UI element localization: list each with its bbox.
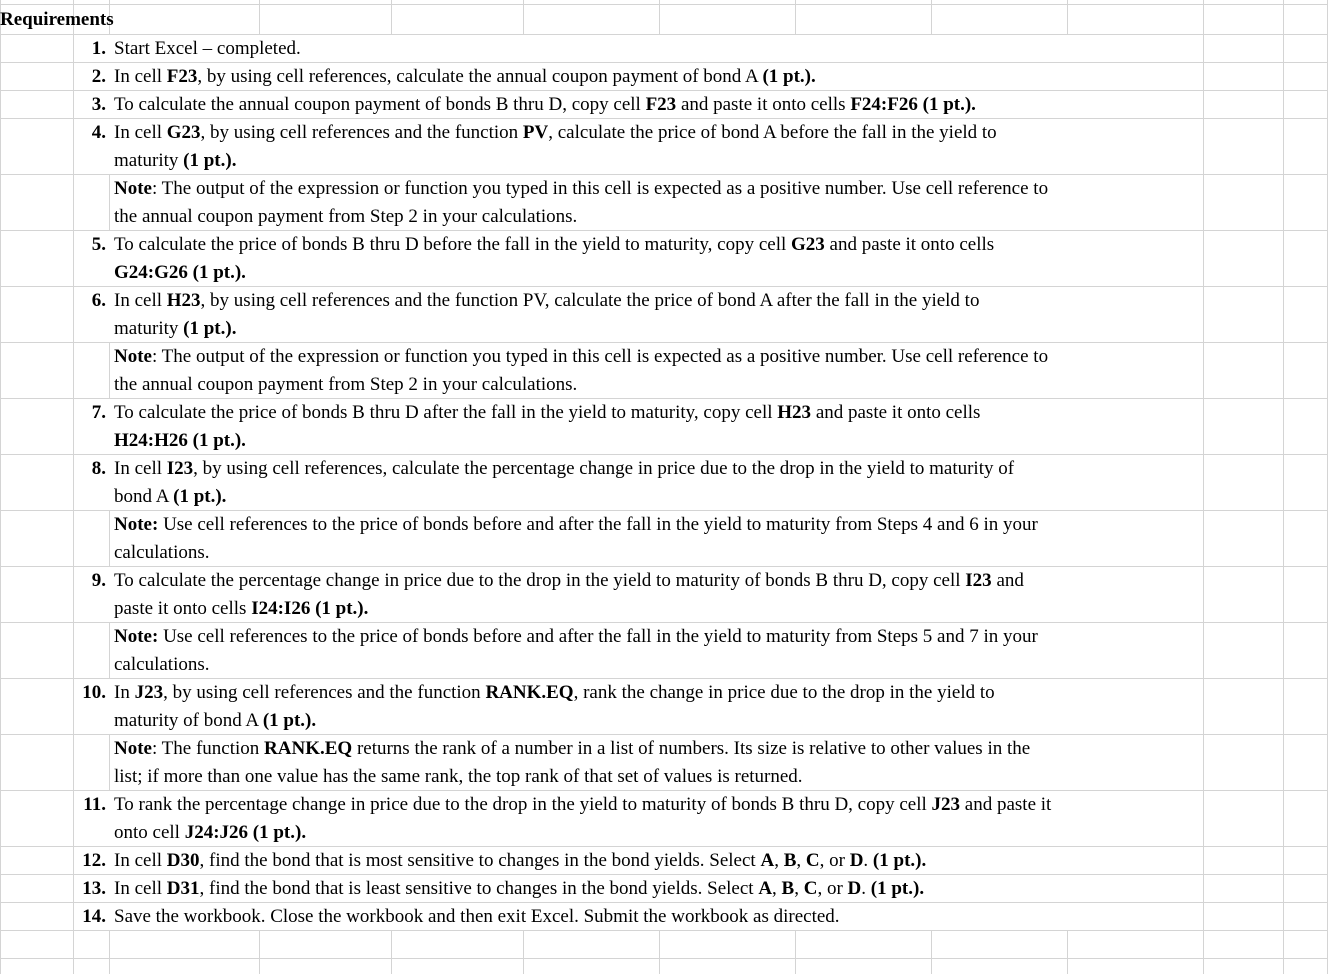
text-run: I23 (965, 570, 992, 591)
text-run: . (863, 850, 873, 871)
text-run: I24:I26 (1 pt.). (251, 598, 369, 619)
text-run: Note (114, 738, 152, 759)
cell-text-line (114, 903, 1203, 930)
text-run: Note (114, 346, 152, 367)
step-text-cell[interactable] (111, 875, 1203, 902)
text-run: Note: (114, 514, 159, 535)
text-run: In cell (114, 290, 167, 311)
text-run: and paste it onto cells (811, 402, 981, 423)
text-run: F23 (166, 66, 198, 87)
text-run: A (758, 878, 773, 899)
note-text-cell[interactable] (111, 735, 1203, 790)
text-run: calculations. (114, 542, 210, 563)
step-text-cell[interactable] (111, 119, 1203, 174)
step-number[interactable]: 1. (74, 35, 110, 62)
cell-text-line (114, 651, 1203, 678)
text-run: H23 (166, 290, 201, 311)
step-number[interactable]: 13. (74, 875, 110, 902)
step-number[interactable]: 14. (74, 903, 110, 930)
text-run: J23 (931, 794, 961, 815)
text-run: , calculate the price of bond A before the fall in the yield to (548, 122, 997, 143)
text-run: Note: (114, 626, 159, 647)
text-run: : The function (151, 738, 265, 759)
text-run: In cell (114, 878, 167, 899)
step-number[interactable]: 6. (74, 287, 110, 342)
step-number[interactable]: 12. (74, 847, 110, 874)
step-number[interactable]: 10. (74, 679, 110, 734)
cell-text-line (114, 483, 1203, 510)
cell-text-line (114, 847, 1203, 874)
cell-text-line (114, 763, 1203, 790)
text-run: the annual coupon payment from Step 2 in your calculations. (114, 374, 578, 395)
text-run: D30 (166, 850, 200, 871)
text-run: D (847, 878, 862, 899)
text-run: A (760, 850, 775, 871)
text-run: In (114, 682, 135, 703)
step-number[interactable]: 9. (74, 567, 110, 622)
text-run: In cell (114, 850, 167, 871)
text-run: . (861, 878, 871, 899)
text-run: Use cell references to the price of bonds before and after the fall in the yield to maturity from Steps 4 and 6 in your (158, 514, 1038, 535)
text-run: list; if more than one value has the same rank, the top rank of that set of values is returned. (114, 766, 803, 787)
text-run: B (781, 878, 795, 899)
text-run: and (991, 570, 1024, 591)
column-gridline (0, 0, 1, 974)
cell-text-line (114, 119, 1203, 147)
text-run: D (849, 850, 864, 871)
text-run: To calculate the price of bonds B thru D before the fall in the yield to maturity, copy cell (114, 234, 791, 255)
text-run: To rank the percentage change in price due to the drop in the yield to maturity of bonds B thru D, copy cell (114, 794, 932, 815)
sheet-title: Requirements (0, 9, 114, 30)
step-text-cell[interactable] (111, 567, 1203, 622)
text-run: Use cell references to the price of bonds before and after the fall in the yield to maturity from Steps 5 and 7 in your (158, 626, 1038, 647)
row-gridline (0, 4, 1328, 5)
note-text-cell[interactable] (111, 511, 1203, 566)
cell-text-line (114, 791, 1203, 819)
text-run: , by using cell references and the function (200, 122, 523, 143)
text-run: and paste it (960, 794, 1052, 815)
text-run: and paste it onto cells (824, 234, 995, 255)
text-run: , (774, 850, 784, 871)
step-number[interactable]: 5. (74, 231, 110, 286)
text-run: B (783, 850, 797, 871)
step-number[interactable]: 4. (74, 119, 110, 174)
cell-text-line (114, 63, 1203, 90)
text-run: In cell (114, 66, 167, 87)
cell-text-line (114, 427, 1203, 454)
text-run: : The output of the expression or function you typed in this cell is expected as a positive number. Use cell reference to (151, 346, 1049, 367)
text-run: J24:J26 (1 pt.). (184, 822, 307, 843)
text-run: maturity of bond A (114, 710, 263, 731)
text-run: In cell (114, 458, 167, 479)
text-run: bond A (114, 486, 174, 507)
text-run: PV (522, 122, 549, 143)
cell-text-line (114, 595, 1203, 622)
cell-text-line (114, 399, 1203, 427)
text-run: RANK.EQ (264, 738, 353, 759)
row-gridline (0, 958, 1328, 959)
note-text-cell[interactable] (111, 623, 1203, 678)
cell-text-line (114, 91, 1203, 118)
text-run: J23 (134, 682, 164, 703)
step-number[interactable]: 8. (74, 455, 110, 510)
step-text-cell[interactable] (111, 791, 1203, 846)
text-run: (1 pt.). (183, 318, 237, 339)
cell-text-line (114, 735, 1203, 763)
step-text-cell[interactable] (111, 455, 1203, 510)
text-run: , find the bond that is most sensitive to changes in the bond yields. Select (199, 850, 761, 871)
text-run: , (794, 878, 804, 899)
cell-text-line (114, 511, 1203, 539)
column-gridline (1203, 0, 1204, 974)
cell-text-line (114, 567, 1203, 595)
step-number[interactable]: 7. (74, 399, 110, 454)
text-run: (1 pt.). (262, 710, 317, 731)
text-run: F23 (645, 94, 677, 115)
text-run: Note (114, 178, 152, 199)
text-run: maturity (114, 318, 184, 339)
text-run: C (805, 850, 820, 871)
step-text-cell[interactable] (111, 91, 1203, 118)
text-run: , by using cell references and the function PV, calculate the price of bond A after the fall in the yield to (200, 290, 980, 311)
step-text-cell[interactable] (111, 679, 1203, 734)
step-number[interactable]: 3. (74, 91, 110, 118)
text-run: , (796, 850, 806, 871)
step-text-cell[interactable] (111, 35, 1203, 62)
text-run: In cell (114, 122, 167, 143)
text-run: To calculate the percentage change in price due to the drop in the yield to maturity of bonds B thru D, copy cell (114, 570, 966, 591)
step-number[interactable]: 11. (74, 791, 110, 846)
step-text-cell[interactable] (111, 399, 1203, 454)
text-run: the annual coupon payment from Step 2 in your calculations. (114, 206, 578, 227)
text-run: To calculate the price of bonds B thru D after the fall in the yield to maturity, copy cell (114, 402, 778, 423)
text-run: RANK.EQ (485, 682, 574, 703)
note-text-cell[interactable] (111, 343, 1203, 398)
cell-text-line (114, 203, 1203, 230)
text-run: (1 pt.). (762, 66, 816, 87)
text-run: G24:G26 (1 pt.). (114, 262, 246, 283)
cell-text-line (114, 455, 1203, 483)
text-run: D31 (166, 878, 200, 899)
cell-text-line (114, 147, 1203, 174)
text-run: , (772, 878, 782, 899)
cell-text-line (114, 371, 1203, 398)
text-run: , or (817, 878, 848, 899)
text-run: paste it onto cells (114, 598, 252, 619)
text-run: , by using cell references, calculate the percentage change in price due to the drop in the yield to maturity of (193, 458, 1015, 479)
cell-text-line (114, 623, 1203, 651)
step-text-cell[interactable] (111, 287, 1203, 342)
text-run: To calculate the annual coupon payment of bonds B thru D, copy cell (114, 94, 646, 115)
text-run: (1 pt.). (872, 850, 927, 871)
text-run: onto cell (114, 822, 185, 843)
cell-text-line (114, 819, 1203, 846)
text-run: (1 pt.). (870, 878, 925, 899)
text-run: Start Excel – completed. (114, 38, 301, 59)
text-run: and paste it onto cells (676, 94, 851, 115)
text-run: calculations. (114, 654, 210, 675)
step-text-cell[interactable] (111, 847, 1203, 874)
text-run: H23 (777, 402, 812, 423)
row-gridline (0, 930, 1328, 931)
cell-text-line (114, 707, 1203, 734)
cell-text-line (114, 875, 1203, 902)
step-text-cell[interactable] (111, 903, 1203, 930)
step-number[interactable]: 2. (74, 63, 110, 90)
cell-text-line (114, 259, 1203, 286)
text-run: I23 (166, 458, 194, 479)
cell-text-line (114, 175, 1203, 203)
text-run: , by using cell references and the function (163, 682, 486, 703)
column-gridline (1283, 0, 1284, 974)
text-run: , or (819, 850, 850, 871)
text-run: (1 pt.). (173, 486, 227, 507)
text-run: Save the workbook. Close the workbook and then exit Excel. Submit the workbook as directed. (114, 906, 840, 927)
cell-text-line (114, 343, 1203, 371)
cell-text-line (114, 231, 1203, 259)
text-run: H24:H26 (1 pt.). (114, 430, 246, 451)
text-run: , rank the change in price due to the drop in the yield to (573, 682, 995, 703)
text-run: C (803, 878, 818, 899)
cell-text-line (114, 287, 1203, 315)
text-run: maturity (114, 150, 184, 171)
text-run: : The output of the expression or function you typed in this cell is expected as a positive number. Use cell reference to (151, 178, 1049, 199)
cell-text-line (114, 315, 1203, 342)
text-run: returns the rank of a number in a list of numbers. Its size is relative to other values in the (352, 738, 1031, 759)
text-run: , find the bond that is least sensitive to changes in the bond yields. Select (199, 878, 759, 899)
cell-text-line (114, 539, 1203, 566)
cell-text-line (114, 35, 1203, 62)
text-run: G23 (791, 234, 825, 255)
text-run: G23 (166, 122, 201, 143)
note-text-cell[interactable] (111, 175, 1203, 230)
step-text-cell[interactable] (111, 63, 1203, 90)
cell-text-line (114, 679, 1203, 707)
step-text-cell[interactable] (111, 231, 1203, 286)
text-run: F24:F26 (1 pt.). (850, 94, 976, 115)
text-run: (1 pt.). (183, 150, 237, 171)
text-run: , by using cell references, calculate the annual coupon payment of bond A (197, 66, 763, 87)
